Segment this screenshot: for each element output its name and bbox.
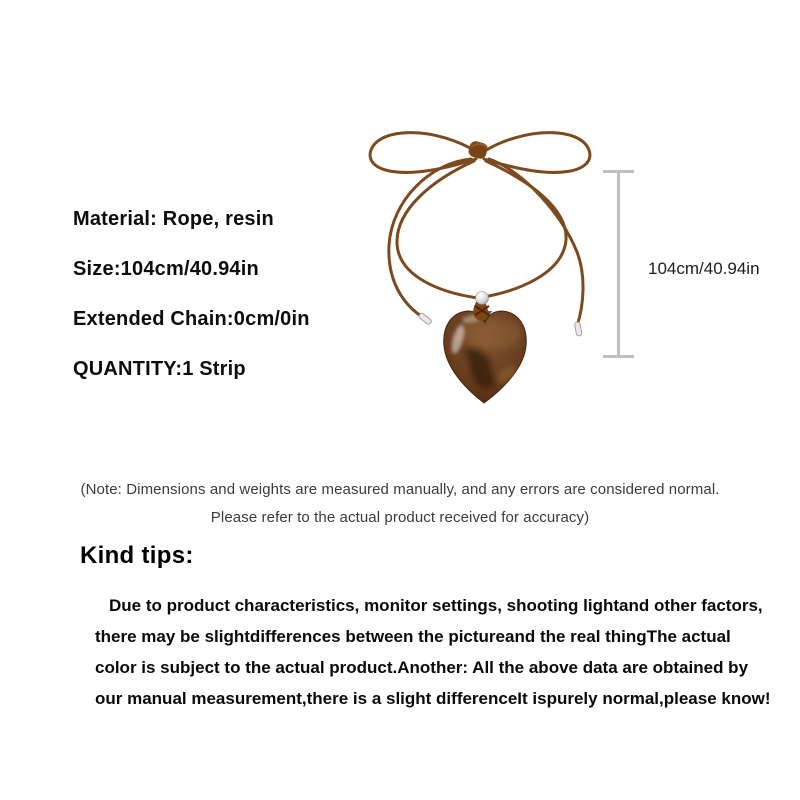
measure-line (617, 171, 620, 357)
cord-drape-left (397, 161, 478, 298)
heart-pendant (444, 311, 527, 403)
measure-label: 104cm/40.94in (648, 259, 760, 278)
spec-material: Material: Rope, resin (73, 208, 274, 230)
kind-tips-heading: Kind tips: (80, 542, 194, 569)
product-specs (73, 207, 310, 407)
cord-tail-right (489, 159, 583, 336)
bow-knot (467, 140, 489, 160)
tips-line-1: Due to product characteristics, monitor settings, shooting lightand other factors, (109, 596, 763, 615)
tips-line-4: our manual measurement,there is a slight differenceIt ispurely normal,please know! (95, 689, 771, 708)
spec-size: Size:104cm/40.94in (73, 258, 259, 280)
spec-extended-chain: Extended Chain:0cm/0in (73, 308, 310, 330)
tips-line-3: color is subject to the actual product.Another: All the above data are obtained by (95, 658, 749, 677)
manual-measure-note (0, 476, 800, 532)
cord-tail-left (389, 159, 471, 325)
cord-drape-right (484, 161, 566, 297)
measure-cap-bottom (603, 355, 634, 358)
necklace-product-image (330, 118, 630, 418)
note-line-1: (Note: Dimensions and weights are measured manually, and any errors are considered normal. (80, 481, 720, 498)
spec-quantity: QUANTITY:1 Strip (73, 358, 246, 380)
tips-line-2: there may be slightdifferences between the pictureand the real thingThe actual (95, 627, 731, 646)
metal-tip-left (418, 312, 432, 325)
silver-bead (476, 292, 489, 305)
kind-tips-body (95, 590, 771, 714)
metal-tip-right (574, 322, 582, 337)
note-line-2: Please refer to the actual product received for accuracy) (210, 509, 590, 526)
measure-cap-top (603, 170, 634, 173)
